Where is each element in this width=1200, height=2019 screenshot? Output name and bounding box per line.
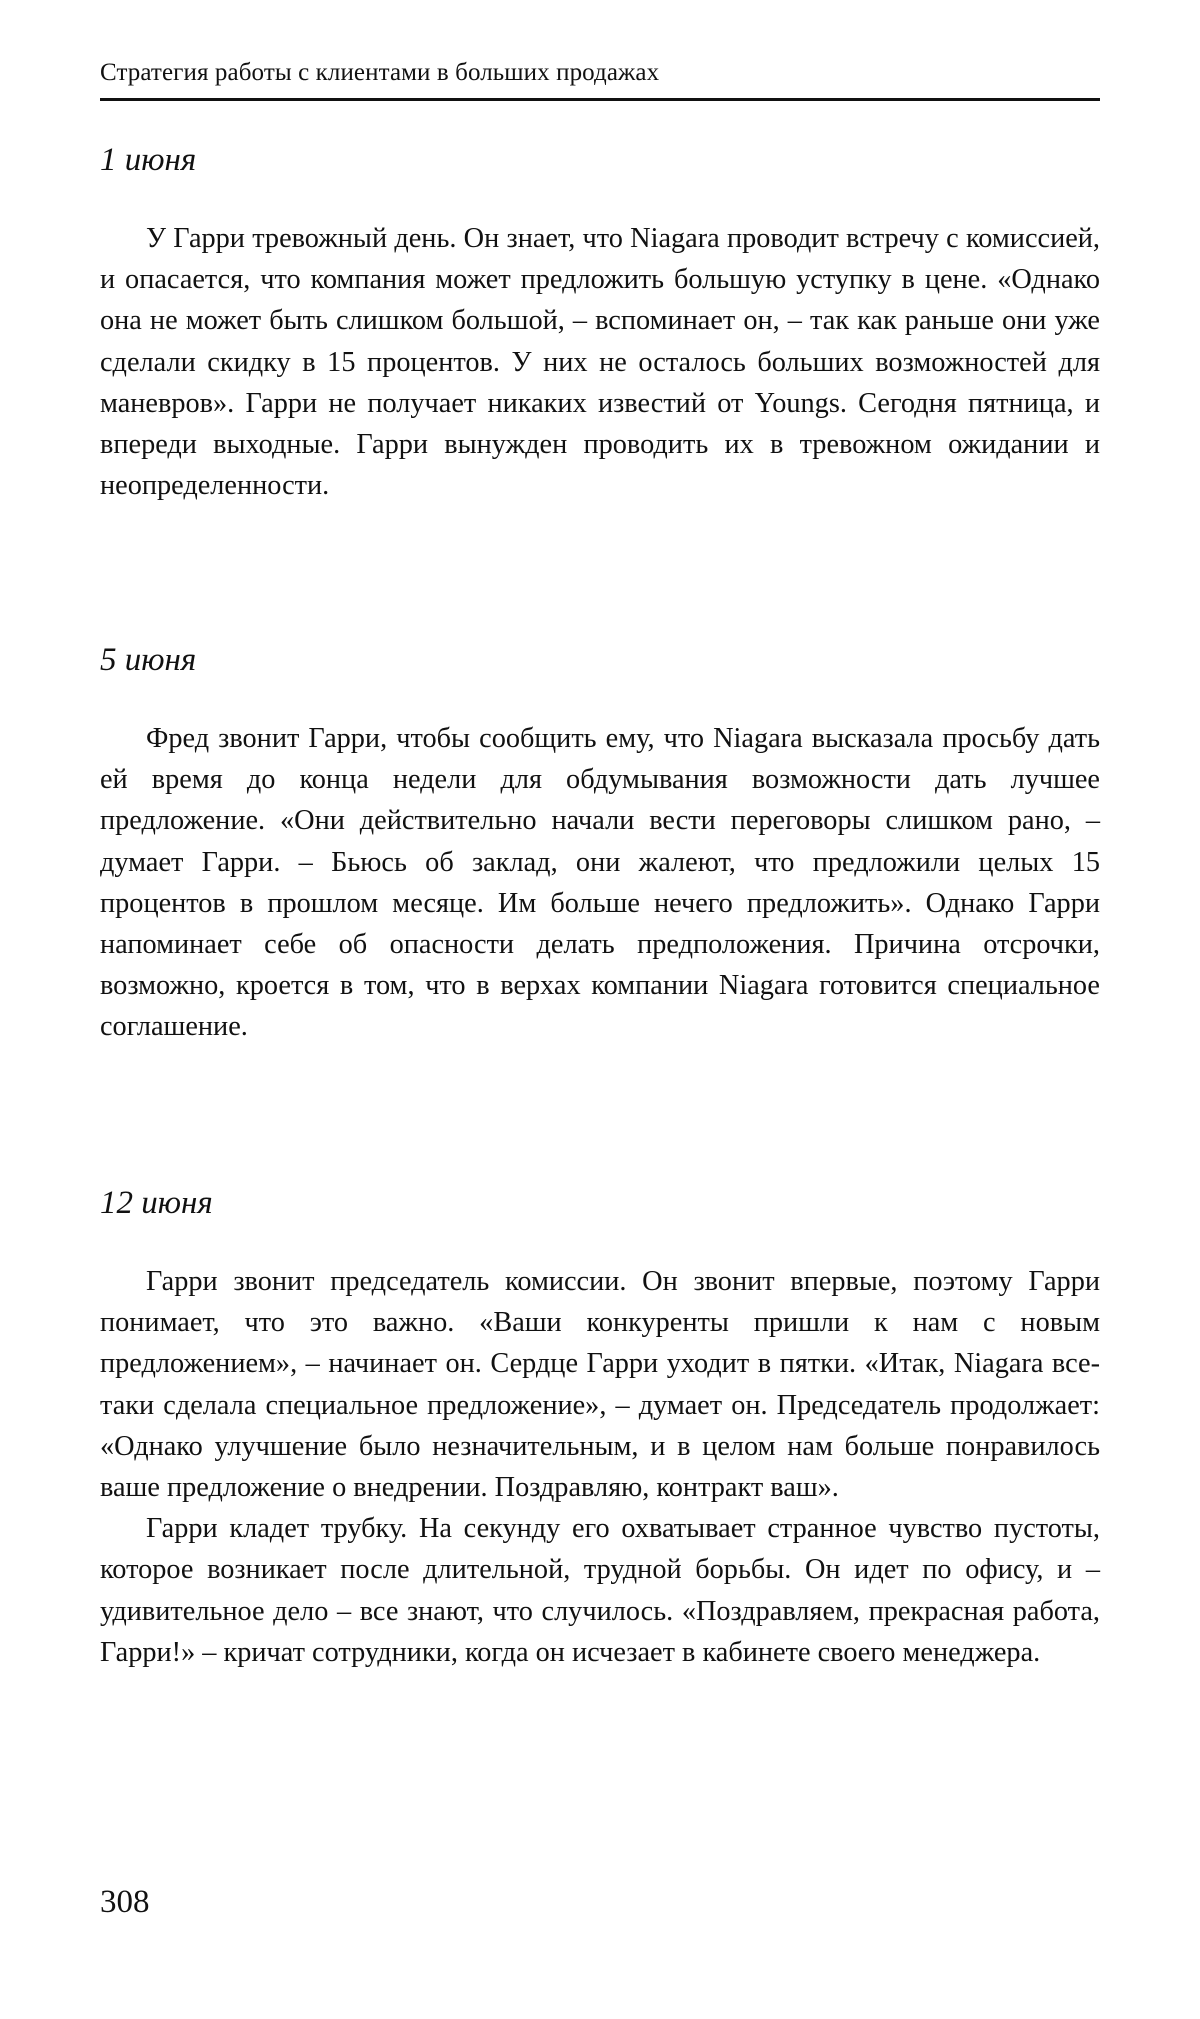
date-heading: 5 июня — [100, 642, 197, 678]
paragraph: Гарри кладет трубку. На секунду его охватывает странное чувство пустоты, которое возникает после длительной, трудной борьбы. Он идет по офису, и – удивительное дело – все знают, что случилось. «Поздравляем, прекрасная работа, Гарри!» – кричат сотрудники, когда он исчезает в кабинете своего менеджера. — [100, 1513, 1100, 1668]
date-heading: 1 июня — [100, 142, 197, 178]
date-heading: 12 июня — [100, 1185, 213, 1221]
running-head: Стратегия работы с клиентами в больших продажах — [100, 59, 660, 86]
page-number: 308 — [100, 1884, 150, 1920]
paragraph: У Гарри тревожный день. Он знает, что Niagara проводит встречу с комиссией, и опасается, что компания может предложить большую уступку в цене. «Однако она не может быть слишком большой, – вспоминает он, – так как раньше они уже сделали скидку в 15 процентов. У них не осталось больших возможностей для маневров». Гарри не получает никаких известий от Youngs. Сегодня пятница, и впереди выходные. Гарри вынужден проводить их в тревожном ожидании и неопределенности. — [100, 223, 1100, 502]
paragraph: Гарри звонит председатель комиссии. Он звонит впервые, поэтому Гарри понимает, что это важно. «Ваши конкуренты пришли к нам с новым предложением», – начинает он. Сердце Гарри уходит в пятки. «Итак, Niagara все-таки сделала специальное предложение», – думает он. Председатель продолжает: «Однако улучшение было незначительным, и в целом нам больше понравилось ваше предложение о внедрении. Поздравляю, контракт ваш». — [100, 1266, 1100, 1504]
book-page — [100, 0, 1100, 2019]
diary-entry-june-12 — [100, 1183, 1100, 1673]
header-rule — [100, 98, 1100, 101]
diary-entry-june-5 — [100, 640, 1100, 1048]
diary-entry-june-1 — [100, 140, 1100, 506]
paragraph: Фред звонит Гарри, чтобы сообщить ему, что Niagara высказала просьбу дать ей время до конца недели для обдумывания возможности дать лучшее предложение. «Они действительно начали вести переговоры слишком рано, – думает Гарри. – Бьюсь об заклад, они жалеют, что предложили целых 15 процентов в прошлом месяце. Им больше нечего предложить». Однако Гарри напоминает себе об опасности делать предположения. Причина отсрочки, возможно, кроется в том, что в верхах компании Niagara готовится специальное соглашение. — [100, 723, 1100, 1043]
